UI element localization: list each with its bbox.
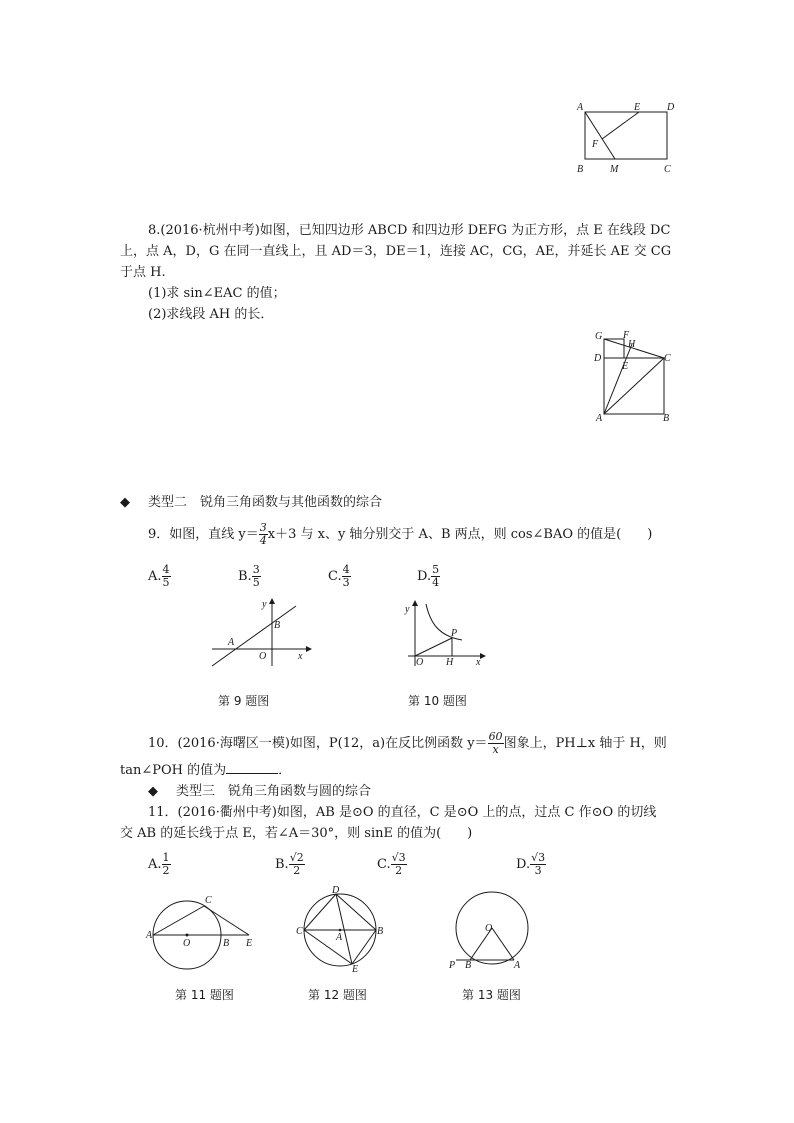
q9-prefix: 9．如图，直线 y＝ xyxy=(148,527,259,542)
label-p: P xyxy=(451,628,458,639)
label-o: O xyxy=(485,923,493,934)
label-g: G xyxy=(595,331,603,342)
label-y: y xyxy=(405,604,410,615)
label-b: B xyxy=(274,620,281,631)
diamond-bullet-icon: ◆ xyxy=(148,784,158,799)
figure-circle-chord xyxy=(446,888,546,972)
diamond-bullet-icon: ◆ xyxy=(120,495,130,510)
label-b: B xyxy=(223,938,230,949)
label-d: D xyxy=(594,353,602,364)
label-o: O xyxy=(183,938,191,949)
section-3-title: 类型三 锐角三角函数与圆的综合 xyxy=(176,784,372,799)
label-o: O xyxy=(259,651,267,662)
label-c: C xyxy=(664,164,671,175)
label-c: C xyxy=(296,926,303,937)
q13-figure-caption: 第 13 题图 xyxy=(462,988,521,1002)
label-b: B xyxy=(577,164,584,175)
section-2-title: 类型二 锐角三角函数与其他函数的综合 xyxy=(148,495,383,510)
label-f: F xyxy=(623,330,630,341)
label-a: A xyxy=(336,932,343,943)
figure-squares xyxy=(590,328,680,428)
q11-figure-caption: 第 11 题图 xyxy=(175,988,234,1002)
label-f: F xyxy=(592,139,599,150)
q8-sub-2: (2)求线段 AH 的长． xyxy=(148,307,274,322)
q10-suffix: 图象上，PH⊥x 轴于 H，则 xyxy=(503,736,667,751)
q11-option-c: C. $\frac{√3}{2}$ xyxy=(377,851,406,877)
q11-line-2: 交 AB 的延长线于点 E，若∠A＝30°，则 sinE 的值为( ) xyxy=(120,826,473,841)
answer-blank[interactable] xyxy=(226,761,278,774)
q11-line-1: 11．(2016·衢州中考)如图，AB 是⊙O 的直径，C 是⊙O 上的点，过点 C 作⊙O 的切线 xyxy=(148,805,657,820)
q8-line-2: 上，点 A，D，G 在同一直线上，且 AD＝3，DE＝1，连接 AC，CG，AE，并延长 AE 交 CG xyxy=(120,244,672,259)
label-b: B xyxy=(465,960,472,971)
section-2-heading xyxy=(120,493,382,513)
q10-fraction: $\frac{60}{x}$ xyxy=(488,730,503,756)
label-x: x xyxy=(476,657,481,668)
q9-option-b: B. $\frac{3}{5}$ xyxy=(238,563,260,589)
q9-stem xyxy=(148,520,652,550)
label-a: A xyxy=(146,930,153,941)
label-a: A xyxy=(577,102,584,113)
q10-line-2: tan∠POH 的值为 ． xyxy=(120,763,292,778)
figure-circle-tangent xyxy=(145,890,265,972)
label-p: P xyxy=(449,960,456,971)
q11-option-d: D. $\frac{√3}{3}$ xyxy=(516,851,546,877)
figure-linear-graph xyxy=(206,596,316,668)
q8-sub-1: (1)求 sin∠EAC 的值； xyxy=(148,286,286,301)
q9-fraction: $\frac{3}{4}$ xyxy=(259,521,267,547)
label-o: O xyxy=(416,657,424,668)
label-a: A xyxy=(514,960,521,971)
q9-option-c: C. $\frac{4}{3}$ xyxy=(328,563,350,589)
label-m: M xyxy=(610,164,619,175)
figure-rectangle-abcd xyxy=(575,100,685,178)
label-a: A xyxy=(228,637,235,648)
q8-line-1: 8.(2016·杭州中考)如图，已知四边形 ABCD 和四边形 DEFG 为正方形，点 E 在线段 DC xyxy=(148,223,671,238)
q8-line-3: 于点 H. xyxy=(120,265,166,280)
label-a: A xyxy=(596,413,603,424)
figure-hyperbola xyxy=(400,598,490,670)
label-e: E xyxy=(246,938,253,949)
label-e: E xyxy=(634,102,641,113)
label-c: C xyxy=(205,895,212,906)
label-y: y xyxy=(262,599,267,610)
q9-option-a: A. $\frac{4}{5}$ xyxy=(148,563,170,589)
q11-option-b: B. $\frac{√2}{2}$ xyxy=(275,851,304,877)
q10-prefix: 10．(2016·海曙区一模)如图，P(12，a)在反比例函数 y＝ xyxy=(148,736,488,751)
figure-inscribed-quadrilateral xyxy=(294,884,386,974)
q10-stem xyxy=(148,729,667,759)
label-x: x xyxy=(298,651,303,662)
q9-figure-caption: 第 9 题图 xyxy=(218,694,270,708)
label-d: D xyxy=(332,885,340,896)
section-3-heading xyxy=(148,782,371,802)
label-b: B xyxy=(663,413,670,424)
q11-option-a: A. $\frac{1}{2}$ xyxy=(148,851,170,877)
label-d: D xyxy=(667,102,675,113)
q12-figure-caption: 第 12 题图 xyxy=(308,988,367,1002)
label-c: C xyxy=(664,353,671,364)
label-b: B xyxy=(377,926,384,937)
q9-suffix: x＋3 与 x、y 轴分别交于 A、B 两点，则 cos∠BAO 的值是( ) xyxy=(267,527,653,542)
label-h: H xyxy=(446,657,454,668)
q9-option-d: D. $\frac{5}{4}$ xyxy=(417,563,440,589)
label-e: E xyxy=(352,964,359,975)
label-e: E xyxy=(622,361,629,372)
label-h: H xyxy=(628,339,636,350)
q10-line-2-text: tan∠POH 的值为 xyxy=(120,763,227,778)
q10-figure-caption: 第 10 题图 xyxy=(408,694,467,708)
